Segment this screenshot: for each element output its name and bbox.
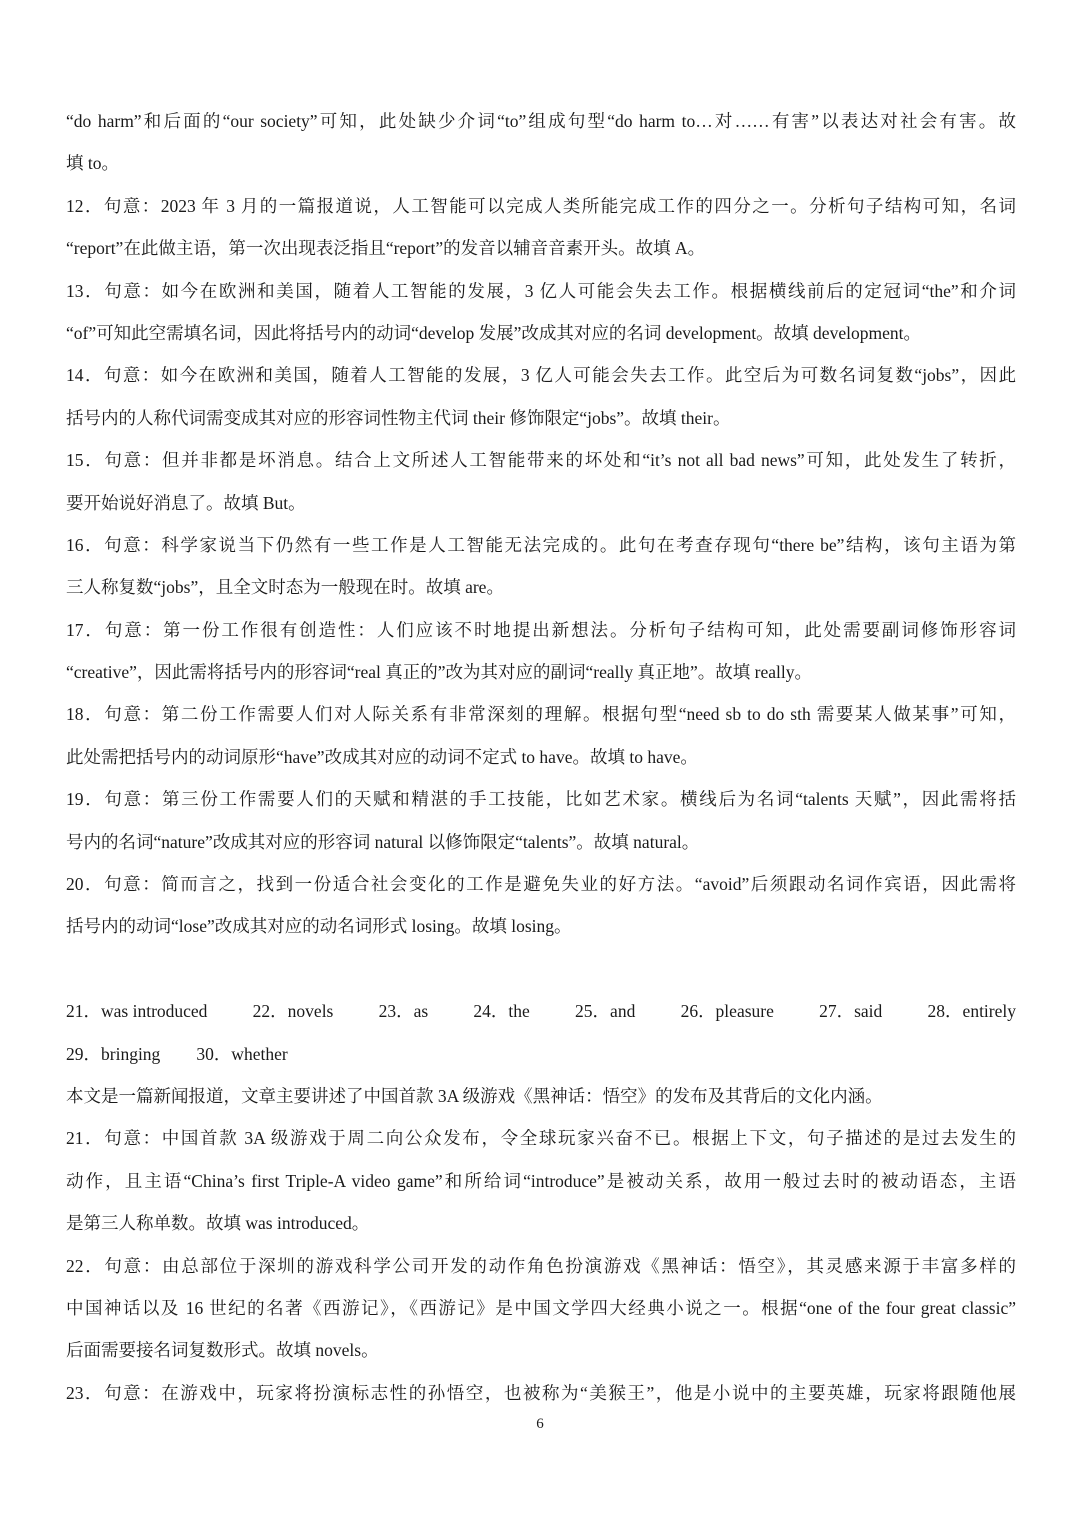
answer-item: 26．pleasure bbox=[680, 1001, 774, 1022]
answer-item: 27．said bbox=[819, 1001, 883, 1022]
answer-item: 24．the bbox=[473, 1001, 530, 1022]
answer-item: 21．was introduced bbox=[66, 1001, 208, 1022]
text-line: 16．句意：科学家说当下仍然有一些工作是人工智能无法完成的。此句在考查存现句“there be”结构，该句主语为第 bbox=[66, 534, 1016, 555]
text-line: 13．句意：如今在欧洲和美国，随着人工智能的发展，3 亿人可能会失去工作。根据横线前后的定冠词“the”和介词 bbox=[66, 280, 1016, 301]
text-line: 22．句意：由总部位于深圳的游戏科学公司开发的动作角色扮演游戏《黑神话：悟空》，其灵感来源于丰富多样的 bbox=[66, 1255, 1016, 1276]
text-line: 23．句意：在游戏中，玩家将扮演标志性的孙悟空，也被称为“美猴王”，他是小说中的主要英雄，玩家将跟随他展 bbox=[66, 1382, 1016, 1403]
text-line: “creative”，因此需将括号内的形容词“real 真正的”改为其对应的副词“really 真正地”。故填 really。 bbox=[66, 662, 812, 683]
answer-key-row bbox=[66, 990, 1016, 1032]
text-line: 号内的名词“nature”改成其对应的形容词 natural 以修饰限定“talents”。故填 natural。 bbox=[66, 831, 700, 852]
text-line: 动作，且主语“China’s first Triple-A video game”和所给词“introduce”是被动关系，故用一般过去时的被动语态，主语 bbox=[66, 1170, 1016, 1191]
document-body bbox=[66, 100, 1016, 1414]
text-line: 三人称复数“jobs”，且全文时态为一般现在时。故填 are。 bbox=[66, 577, 504, 598]
text-line: 此处需把括号内的动词原形“have”改成其对应的动词不定式 to have。故填 to have。 bbox=[66, 746, 698, 767]
text-line: 中国神话以及 16 世纪的名著《西游记》，《西游记》是中国文学四大经典小说之一。根据“one of the four great classic” bbox=[66, 1297, 1016, 1318]
text-line: 12．句意：2023 年 3 月的一篇报道说，人工智能可以完成人类所能完成工作的四分之一。分析句子结构可知，名词 bbox=[66, 195, 1016, 216]
answer-key-row bbox=[66, 1033, 1016, 1075]
blank-line bbox=[66, 948, 1016, 990]
answer-item: 25．and bbox=[575, 1001, 636, 1022]
text-line: “report”在此做主语，第一次出现表泛指且“report”的发音以辅音音素开头。故填 A。 bbox=[66, 238, 706, 259]
summary-line: 本文是一篇新闻报道，文章主要讲述了中国首款 3A 级游戏《黑神话：悟空》的发布及其背后的文化内涵。 bbox=[66, 1085, 883, 1106]
text-line: “do harm”和后面的“our society”可知，此处缺少介词“to”组成句型“do harm to…对……有害”以表达对社会有害。故 bbox=[66, 111, 1016, 131]
text-line: 后面需要接名词复数形式。故填 novels。 bbox=[66, 1340, 379, 1361]
answer-item: 22．novels bbox=[252, 1001, 334, 1022]
answer-item: 23．as bbox=[378, 1001, 429, 1022]
page-number: 6 bbox=[536, 1416, 544, 1432]
text-line: 要开始说好消息了。故填 But。 bbox=[66, 492, 306, 513]
text-line: 括号内的人称代词需变成其对应的形容词性物主代词 their 修饰限定“jobs”。故填 their。 bbox=[66, 407, 731, 428]
text-line: 18．句意：第二份工作需要人们对人际关系有非常深刻的理解。根据句型“need sb to do sth 需要某人做某事”可知， bbox=[66, 704, 1016, 725]
text-line: “of”可知此空需填名词，因此将括号内的动词“develop 发展”改成其对应的名词 development。故填 development。 bbox=[66, 322, 921, 343]
text-line: 20．句意：简而言之，找到一份适合社会变化的工作是避免失业的好方法。“avoid”后须跟动名词作宾语，因此需将 bbox=[66, 874, 1016, 895]
text-line: 括号内的动词“lose”改成其对应的动名词形式 losing。故填 losing。 bbox=[66, 916, 572, 937]
answer-item: 30．whether bbox=[196, 1043, 288, 1064]
text-line: 19．句意：第三份工作需要人们的天赋和精湛的手工技能，比如艺术家。横线后为名词“talents 天赋”，因此需将括 bbox=[66, 789, 1016, 810]
text-line: 是第三人称单数。故填 was introduced。 bbox=[66, 1213, 370, 1234]
answer-item: 29．bringing bbox=[66, 1043, 161, 1064]
answer-item: 28．entirely bbox=[927, 1001, 1016, 1022]
text-line: 21．句意：中国首款 3A 级游戏于周二向公众发布，令全球玩家兴奋不已。根据上下文，句子描述的是过去发生的 bbox=[66, 1128, 1016, 1149]
text-line: 15．句意：但并非都是坏消息。结合上文所述人工智能带来的坏处和“it’s not all bad news”可知，此处发生了转折， bbox=[66, 450, 1016, 471]
text-line: 17．句意：第一份工作很有创造性：人们应该不时地提出新想法。分析句子结构可知，此处需要副词修饰形容词 bbox=[66, 619, 1016, 640]
text-line: 填 to。 bbox=[66, 153, 119, 174]
text-line: 14．句意：如今在欧洲和美国，随着人工智能的发展，3 亿人可能会失去工作。此空后为可数名词复数“jobs”，因此 bbox=[66, 365, 1016, 386]
